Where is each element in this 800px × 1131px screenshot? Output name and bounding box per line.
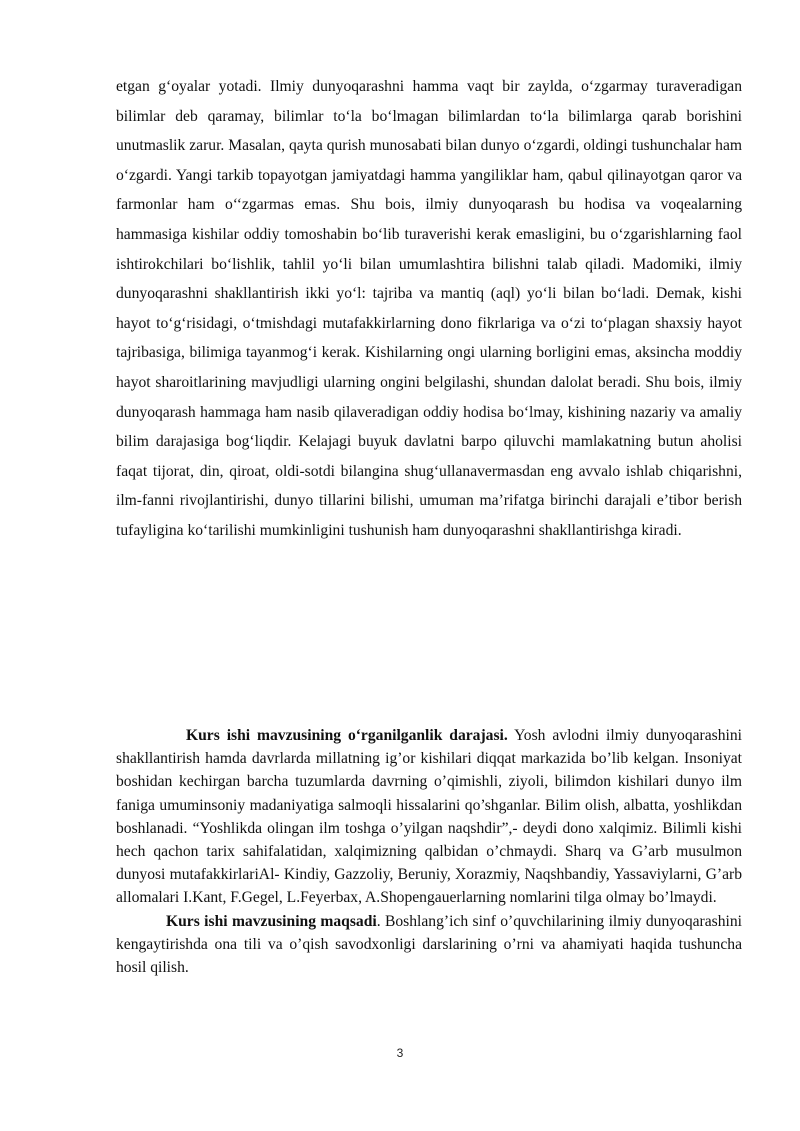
section-block <box>116 724 742 979</box>
goal-paragraph <box>116 910 742 980</box>
goal-text: . Boshlang’ich sinf o’quvchilarining ilmiy dunyoqarashini kengaytirishda ona tili va o’qish savodxonligi darslarining o’rni va ahamiyati haqida tushuncha hosil qilish. <box>116 912 743 977</box>
body-paragraph: etgan g‘oyalar yotadi. Ilmiy dunyoqarashni hamma vaqt bir zaylda, o‘zgarmay turaveradigan bilimlar deb qaramay, bilimlar to‘la bo‘lmagan bilimlardan to‘la bilimlarga qarab borishini unutmaslik zarur. Masalan, qayta qurish munosabati bilan dunyo o‘zgardi, oldingi tushunchalar ham o‘zgardi. Yangi tarkib topayotgan jamiyatdagi hamma yangiliklar ham, qabul qilinayotgan qaror va farmonlar ham o‘‘zgarmas emas. Shu bois, ilmiy dunyoqarash bu hodisa va voqealarning hammasiga kishilar oddiy tomoshabin bo‘lib turaverishi kerak emasligini, bu o‘zgarishlarning faol ishtirokchilari bo‘lishlik, tahlil yo‘li bilan umumlashtira bilishni talab qiladi. Madomiki, ilmiy dunyoqarashni shakllantirish ikki yo‘l: tajriba va mantiq (aql) yo‘li bilan bo‘ladi. Demak, kishi hayot to‘g‘risidagi, o‘tmishdagi mutafakkirlarning dono fikrlariga va o‘zi to‘plagan shaxsiy hayot tajribasiga, bilimiga tayanmog‘i kerak. Kishilarning ongi ularning borligini emas, aksincha moddiy hayot sharoitlarining mavjudligi ularning ongini belgilashi, shundan dalolat beradi. Shu bois, ilmiy dunyoqarash hammaga ham nasib qilaveradigan oddiy hodisa bo‘lmay, kishining nazariy va amaliy bilim darajasiga bog‘liqdir. Kelajagi buyuk davlatni barpo qiluvchi mamlakatning butun aholisi faqat tijorat, din, qiroat, oldi-sotdi bilangina shug‘ullanavermasdan eng avvalo ishlab chiqarishni, ilm-fanni rivojlantirishi, dunyo tillarini bilishi, umuman ma’rifatga birinchi darajali e’tibor berish tufayligina ko‘tarilishi mumkinligini tushunish ham dunyoqarashni shakllantirishga kiradi. <box>116 78 742 539</box>
goal-heading: Kurs ishi mavzusining maqsadi <box>166 912 377 930</box>
page-number: 3 <box>396 1046 404 1060</box>
research-level-text: Yosh avlodni ilmiy dunyoqarashini shakllantirish hamda davrlarda millatning ig’or kishilari diqqat markazida bo’lib kelgan. Insoniyat boshidan kechirgan barcha tuzumlarda davrning o’qimishli, ziyoli, bilimdon kishilari dunyo ilm faniga umuminsoniy madaniyatiga salmoqli hissalarini qo’shganlar. Bilim olish, albatta, yoshlikdan boshlanadi. “Yoshlikda olingan ilm toshga o’yilgan naqshdir”,- deydi dono xalqimiz. Bilimli kishi hech qachon tarix sahifalatidan, xalqimizning qalbidan o’chmaydi. Sharq va G’arb musulmon dunyosi mutafakkirlariAl- Kindiy, Gazzoliy, Beruniy, Xorazmiy, Naqshbandiy, Yassaviylarni, G’arb allomalari I.Kant, F.Gegel, L.Feyerbax, A.Shopengauerlarning nomlarini tilga olmay bo’lmaydi. <box>116 727 742 907</box>
research-level-heading: Kurs ishi mavzusining o‘rganilganlik darajasi. <box>186 727 508 744</box>
research-level-paragraph <box>116 724 742 910</box>
